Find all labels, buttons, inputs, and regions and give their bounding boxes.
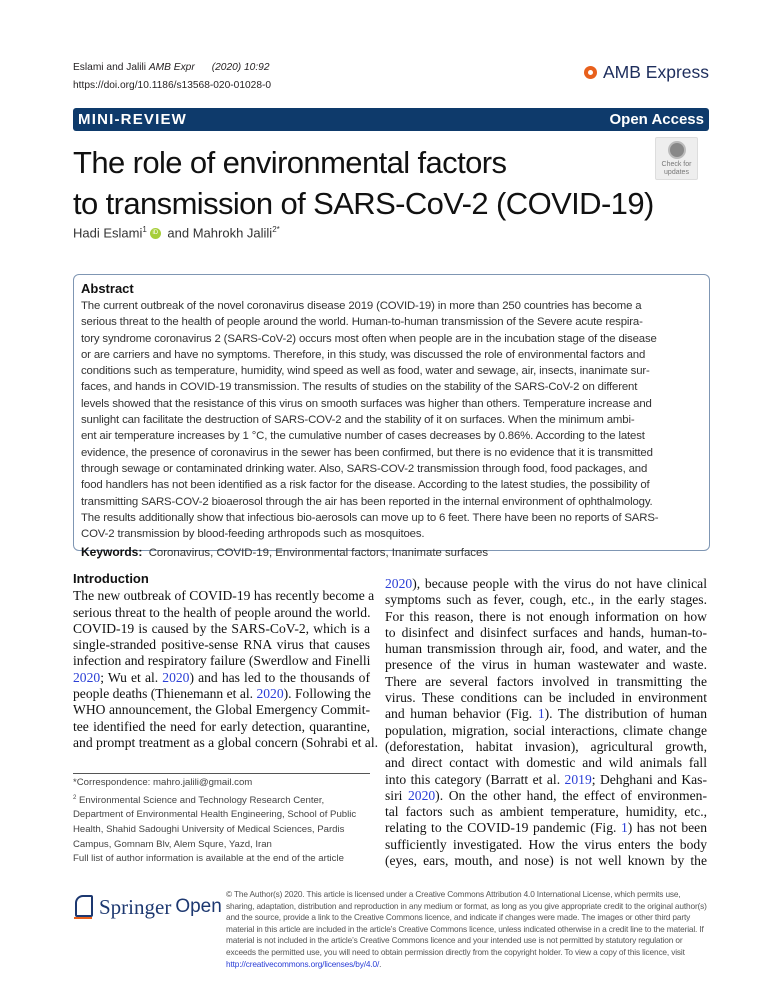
section-heading-introduction: Introduction [73,571,149,586]
check-updates-icon [668,141,686,159]
body-text-line [385,788,707,804]
badge-text: Check for [661,161,692,168]
citation-link[interactable]: 2020 [162,669,190,685]
abstract-box [73,274,710,560]
body-text-line [385,690,707,706]
body-text: ) has not been [627,820,707,836]
citation-link[interactable]: 2020 [385,576,413,591]
body-text-line [385,739,707,755]
abstract-line: transmitting SARS-COV-2 bioaerosol through the air has been reported in the internal environment of ophthalmology. [81,495,653,508]
citation-link[interactable]: 2019 [564,771,592,787]
open-access-label: Open Access [609,111,704,128]
body-text-line [385,592,707,608]
abstract-heading: Abstract [81,281,134,296]
abstract-line: or are carriers and have no symptoms. Therefore, in this study, was discussed the role of environmental factors and [81,348,646,361]
body-text: (deforestation, habitat invasion), agricultural growth, [385,738,707,754]
body-text-line [73,621,370,637]
doi-link[interactable]: https://doi.org/10.1186/s13568-020-01028-0 [73,80,272,91]
body-text-line [385,772,707,788]
journal-logo-text: AMB Express [603,62,709,82]
publisher-suffix: Open [175,896,222,917]
running-header [73,59,271,95]
body-text: presence of the virus in human wastewater and waste. [385,657,707,673]
author-name[interactable]: and Mahrokh Jalili [163,225,273,241]
footnote-divider [73,773,370,774]
body-text: serious threat to the health of people around the world. [73,604,371,620]
body-text-line [385,625,707,641]
article-type-banner [73,108,709,131]
body-text: sufficiently investigated. How the virus enters the body [385,836,707,852]
journal-logo [584,62,709,83]
citation-link[interactable]: 2020 [73,669,101,685]
body-text-line [385,657,707,673]
body-text-line [73,637,370,653]
body-text: into this category (Barratt et al. [385,771,565,787]
check-for-updates-button[interactable] [655,137,698,180]
body-text-line [73,653,370,669]
body-text: There are several factors involved in transmitting the [385,673,707,689]
springer-open-logo [73,893,222,921]
citation-link[interactable]: 1 [620,820,628,836]
abstract-line: sunlight can facilitate the destruction of SARS-COV-2 and the stability of it on surfaces. When the minimum ambi- [81,414,635,427]
citation-link[interactable]: 1 [537,706,545,722]
article-title [73,142,654,224]
body-text: For this reason, there is not enough information on how [385,608,707,624]
body-text-line [385,706,707,722]
body-text: (eyes, ears, mouth, and nose) is not well known by the [385,853,707,869]
footnote [73,776,373,867]
keywords-list: Coronavirus, COVID-19, Environmental factors, Inanimate surfaces [148,547,489,560]
abstract-line: tory syndrome coronavirus 2 (SARS-CoV-2) occurs most often when people are in the incubation stage of the disease [81,332,657,345]
author-list [73,225,280,240]
citation-link[interactable]: 2020 [256,686,284,702]
body-text: to disinfect and disinfect surfaces and hands, human-to- [385,624,707,640]
keywords [81,545,702,559]
abstract-line: COV-2 transmission by blood-feeding arthropods such as mosquitoes. [81,528,425,541]
body-text: ). On the other hand, the effect of environmen- [435,787,707,803]
body-text: siri [385,787,408,803]
body-text: and direct contact with domestic and wild animals fall [385,755,707,771]
affiliation-sup: 2 [73,794,77,801]
body-text: and prompt treatment as a global concern (Sohrabi et al. [73,734,378,750]
affiliation-sup: 2* [272,225,280,234]
body-text: ), because people with the virus do not have clinical [412,576,707,591]
abstract-line: levels showed that the resistance of this virus on smooth surfaces was higher than others. Temperature increase and [81,397,652,410]
body-text: tal factors such as ambient temperature, humidity, etc., [385,804,707,820]
body-text: symptoms such as fever, cough, etc., in the early stages. [385,592,707,608]
body-text: tee identified the need for early detection, quarantine, [73,718,370,734]
body-text-line [385,674,707,690]
publisher-name: Springer [99,894,172,919]
body-text-line [73,588,375,604]
license-text: © The Author(s) 2020. This article is licensed under a Creative Commons Attribution 4.0 International License, which permits use, sharing, adaptation, distribution and reproduction in any medium or format, as long as you give appropriate credit to the original author(s) and the source, provide a link to the Creative Commons licence, and indicate if changes were made. The images or other third party material in this article are included in the article’s Creative Commons licence, unless indicated otherwise in a credit line to the material. If material is not included in the article’s Creative Commons licence and your intended use is not permitted by statutory regulation or exceeds the permitted use, you will need to obtain permission directly from the copyright holder. To view a copy of this licence, visit [226,889,707,957]
title-line: to transmission of SARS-CoV-2 (COVID-19) [73,186,654,221]
body-text: COVID-19 is caused by the SARS-CoV-2, which is a [73,620,370,636]
abstract-line: faces, and hands in COVID-19 transmission. The results of studies on the stability of the SARS-CoV-2 on different [81,381,638,394]
body-text: human transmission through air, food, and water, and the [385,641,707,657]
body-text-line [73,670,370,686]
body-text: ; Wu et al. [100,669,163,685]
affiliation-sup: 1 [142,225,147,234]
body-text-line [73,734,378,751]
abstract-line: ent air temperature increases by 1 °C, the cumulative number of cases decreases by 0.86%. According to the latest [81,430,645,443]
body-text-line [385,853,707,869]
affiliation-text: Environmental Science and Technology Research Center, Department of Environmental Health Engineering, School of Public Health, Shahid Sadoughi University of Medical Sciences, Pardis Campus, Gomnam Blv, Alem Squre, Yazd, Iran [73,794,357,850]
body-text-line [385,609,707,625]
body-text-line [73,686,370,702]
body-text: single-stranded positive-sense RNA virus that causes [73,637,370,653]
license-link[interactable]: http://creativecommons.org/licenses/by/4.0/ [226,958,380,969]
body-text-line [73,719,370,735]
body-text: WHO announcement, the Global Emergency Commit- [73,702,370,718]
body-text: ) and has led to the thousands of [189,669,370,685]
body-text-line [385,641,707,657]
body-text: ). Following the [283,686,371,702]
body-text: The new outbreak of COVID-19 has recently become a [73,588,375,604]
abstract-line: The results additionally show that infectious bio-aerosols can move up to 6 feet. There have been no reports of SARS- [81,511,659,524]
body-text-line [73,605,370,621]
journal-logo-icon [584,66,597,79]
body-text-line [73,702,370,718]
abstract-line: conditions such as temperature, humidity, wind speed as well as food, water and sewage, air, insects, inanimate sur- [81,365,650,378]
body-text: ). The distribution of human [544,706,707,722]
header-authors: Eslami and Jalili [73,62,147,73]
abstract-line: The current outbreak of the novel coronavirus disease 2019 (COVID-19) in more than 250 countries has become a [81,300,642,312]
correspondence: *Correspondence: mahro.jalili@gmail.com [73,777,253,788]
body-text: infection and respiratory failure (Swerdlow and Finelli [73,653,371,669]
header-year-volume: (2020) 10:92 [211,62,270,73]
abstract-line: through sewage or contaminated drinking water. Also, SARS-COV-2 transmission through food, food packages, and [81,462,648,475]
affiliation [73,791,373,853]
body-text-line [385,837,707,853]
badge-text: updates [664,169,689,176]
license-statement [226,889,708,970]
body-text-line [385,820,707,836]
citation-link[interactable]: 2020 [407,787,436,803]
body-text: virus. These conditions can be included in environment [385,690,707,706]
article-type: MINI-REVIEW [78,111,188,128]
orcid-icon[interactable]: iD [150,228,161,239]
abstract-line: evidence, the presence of coronavirus in the sewer has been confirmed, but there is no evidence that it is transmitted [81,446,653,459]
body-text: and human behavior (Fig. [385,706,538,722]
body-text-line [385,804,707,820]
title-line: The role of environmental factors [73,145,507,180]
body-left-column [73,571,378,751]
abstract-line: serious threat to the health of people around the world. Human-to-human transmission of the Severe acute respira- [81,316,643,329]
body-text: relating to the COVID-19 pandemic (Fig. [385,820,621,836]
body-text-line [385,576,707,592]
body-text: ; Dehghani and Kas- [591,771,707,787]
body-text-line [385,723,707,739]
header-journal: AMB Expr [148,62,195,73]
body-text-line [385,755,707,771]
body-right-column [385,576,707,869]
body-text: people deaths (Thienemann et al. [73,686,257,702]
license-end: . [379,958,382,969]
springer-horse-icon [73,893,95,921]
full-author-info-note: Full list of author information is available at the end of the article [73,853,344,865]
author-name[interactable]: Hadi Eslami [73,225,143,241]
abstract-line: food handlers has not been identified as a risk factor for the disease. According to the latest studies, the possibility of [81,479,650,492]
body-text: population, migration, social interactions, climate change [385,722,707,738]
abstract-text [81,298,702,542]
keywords-label: Keywords: [81,545,143,560]
